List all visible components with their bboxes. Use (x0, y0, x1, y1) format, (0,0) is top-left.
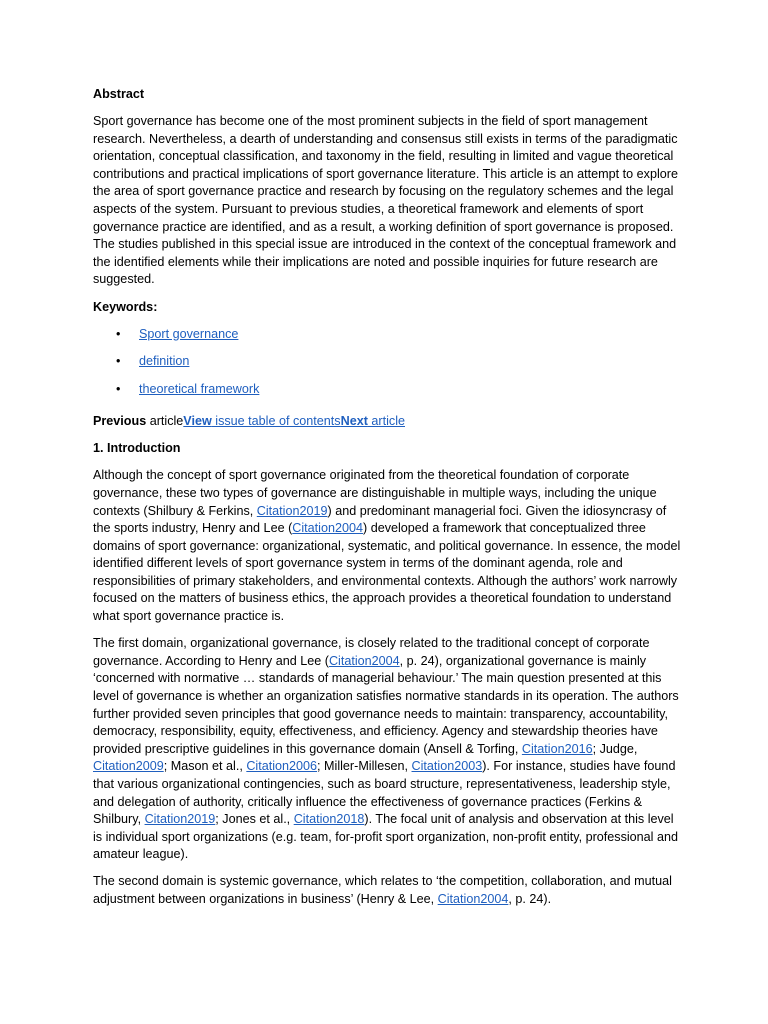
introduction-paragraph-1 (93, 467, 683, 625)
view-issue-toc-link[interactable] (183, 414, 340, 428)
next-label-bold: Next (340, 414, 368, 429)
keyword-item (93, 326, 683, 354)
text-run: ). For instance, studies have found that various organizational contingencies, such as board structure, representativeness, leadership style, and delegation of authority, critically influence the effectiveness of governance practices (Ferkins & Shilbury, (93, 759, 676, 827)
text-run: The first domain, organizational governance, is closely related to the traditional concept of corporate governance. According to Henry and Lee ( (93, 636, 650, 668)
citation-link[interactable]: Citation2019 (256, 503, 328, 518)
text-run: ; Jones et al., (215, 812, 294, 827)
text-run: , p. 24). (508, 891, 552, 906)
citation-link[interactable]: Citation2009 (93, 759, 164, 774)
citation-link[interactable]: Citation2018 (293, 812, 365, 827)
keywords-heading: Keywords: (93, 299, 158, 314)
citation-link[interactable]: Citation2019 (144, 812, 216, 827)
introduction-paragraph-3 (93, 873, 683, 908)
text-run: ; Mason et al., (163, 759, 247, 774)
introduction-heading: 1. Introduction (93, 441, 181, 456)
previous-article-link[interactable] (93, 414, 183, 428)
text-run: Although the concept of sport governance originated from the theoretical foundation of corporate governance, these two types of governance are distinguishable in multiple ways, including the unique contexts (Shilbury & Ferkins, (93, 468, 657, 518)
introduction-paragraph-2 (93, 635, 683, 864)
article-navigation (93, 413, 683, 431)
bullet-icon: • (116, 354, 121, 369)
citation-link[interactable]: Citation2016 (521, 741, 593, 756)
text-run: ) developed a framework that conceptualized three domains of sport governance: organizational, systematic, and political governance. In essence, the model identified different levels of sport governance system in terms of the dominant agenda, role and responsibilities of primary stakeholders, and environmental contexts. Although the authors’ work narrowly focused on the matters of business ethics, the approach provides a theoretical foundation to understand what sport governance practice is. (93, 521, 681, 624)
keyword-item (93, 381, 683, 409)
citation-link[interactable]: Citation2004 (437, 891, 509, 906)
keywords-list (93, 326, 683, 409)
abstract-text: Sport governance has become one of the most prominent subjects in the field of sport management research. Nevertheless, a dearth of understanding and consensus still exists in terms of the paradigmatic orientation, conceptual classification, and taxonomy in the field, resulting in limited and vague theoretical contributions and practical implications of sport governance literature. This article is an attempt to explore the area of sport governance practice and research by focusing on the regulatory schemes and the legal aspects of the system. Pursuant to previous studies, a theoretical framework and elements of sport governance practice are identified, and as a result, a working definition of sport governance is proposed. The studies published in this special issue are introduced in the context of the conceptual framework and the identified elements while their implications are noted and possible inquiries for future research are suggested. (93, 114, 678, 287)
text-run: , p. 24), organizational governance is mainly ‘concerned with normative … standards of managerial behaviour.’ The main question presented at this level of governance is whether an organization satisfies normative standards in its operation. The authors further provided seven principles that good governance needs to maintain: transparency, accountability, democracy, responsibility, equity, effectiveness, and efficiency. Agency and stewardship theories have provided prescriptive guidelines in this governance domain (Ansell & Torfing, (93, 653, 679, 756)
view-label-rest: issue table of contents (211, 414, 341, 429)
keyword-link-theoretical-framework[interactable]: theoretical framework (139, 381, 260, 396)
abstract-heading: Abstract (93, 87, 145, 101)
text-run: ; Miller-Millesen, (317, 759, 412, 774)
citation-link[interactable]: Citation2003 (411, 759, 483, 774)
text-run: The second domain is systemic governance, which relates to ‘the competition, collaboration, and mutual adjustment between organizations in business’ (Henry & Lee, (93, 874, 672, 906)
previous-label-rest: article (146, 414, 184, 429)
keyword-link-definition[interactable]: definition (139, 354, 190, 369)
next-article-link[interactable] (341, 414, 405, 428)
citation-link[interactable]: Citation2004 (328, 653, 400, 668)
next-label-rest: article (367, 414, 405, 429)
previous-label-bold: Previous (93, 414, 147, 429)
view-label-bold: View (183, 414, 212, 429)
keyword-item (93, 353, 683, 381)
bullet-icon: • (116, 326, 121, 341)
citation-link[interactable]: Citation2004 (292, 521, 363, 536)
text-run: ; Judge, (592, 741, 638, 756)
text-run: ). The focal unit of analysis and observation at this level is individual sport organizations (e.g. team, for-profit sport organization, non-profit entity, professional and amateur league). (93, 812, 678, 862)
keyword-link-sport-governance[interactable]: Sport governance (139, 326, 239, 341)
citation-link[interactable]: Citation2006 (246, 759, 318, 774)
article-page (93, 86, 683, 918)
bullet-icon: • (116, 381, 121, 396)
text-run: ) and predominant managerial foci. Given the idiosyncrasy of the sports industry, Henry and Lee ( (93, 503, 667, 536)
